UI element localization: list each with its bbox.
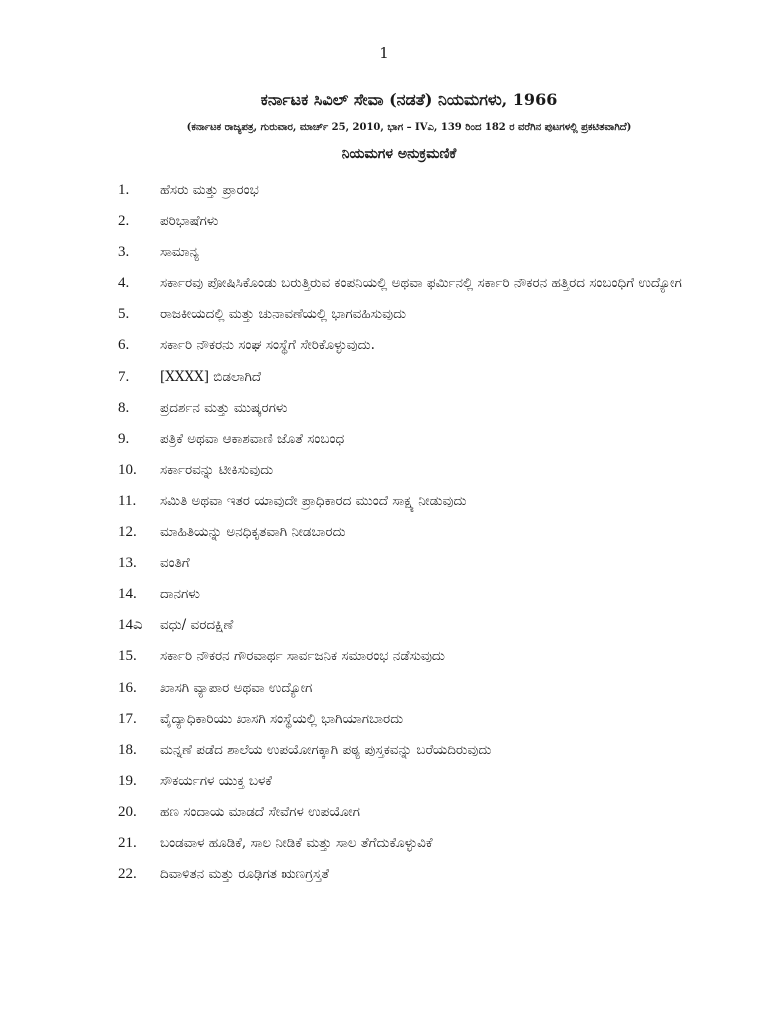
item-number: 14ಎ	[118, 617, 143, 634]
item-number: 9.	[118, 430, 130, 447]
list-item	[118, 237, 718, 268]
item-text: ಹಣ ಸಂದಾಯ ಮಾಡದೆ ಸೇವೆಗಳ ಉಪಯೋಗ	[160, 803, 360, 820]
item-text: ಪತ್ರಿಕೆ ಅಥವಾ ಆಕಾಶವಾಣಿ ಜೊತೆ ಸಂಬಂಧ	[160, 430, 345, 447]
item-number: 21.	[118, 834, 137, 851]
item-number: 17.	[118, 710, 137, 727]
list-item	[118, 268, 718, 299]
item-number: 6.	[118, 337, 130, 354]
item-text: ಸಮಿತಿ ಅಥವಾ ಇತರ ಯಾವುದೇ ಪ್ರಾಧಿಕಾರದ ಮುಂದೆ ಸಾಕ್ಷ್ಯ ನೀಡುವುದು	[160, 492, 467, 509]
item-number: 13.	[118, 555, 137, 572]
list-item	[118, 704, 718, 735]
item-text: ಹೆಸರು ಮತ್ತು ಪ್ರಾರಂಭ	[160, 182, 259, 198]
item-text: ಪರಿಭಾಷೆಗಳು	[160, 213, 219, 230]
item-number: 10.	[118, 461, 137, 478]
item-text: ಸರ್ಕಾರವು ಪೋಷಿಸಿಕೊಂಡು ಬರುತ್ತಿರುವ ಕಂಪನಿಯಲ್ಲಿ ಅಥವಾ ಫರ್ಮಿನಲ್ಲಿ ಸರ್ಕಾರಿ ನೌಕರನ ಹತ್ತಿರದ ಸಂಬಂಧಿಗೆ ಉದ್ಯೋಗ	[160, 275, 682, 292]
item-number: 14.	[118, 586, 137, 603]
item-number: 5.	[118, 306, 130, 323]
item-number: 15.	[118, 648, 137, 665]
list-item	[118, 362, 718, 393]
item-text: ವೈದ್ಯಾಧಿಕಾರಿಯು ಖಾಸಗಿ ಸಂಸ್ಥೆಯಲ್ಲಿ ಭಾಗಿಯಾಗಬಾರದು	[160, 710, 404, 727]
item-text: ಖಾಸಗಿ ವ್ಯಾಪಾರ ಅಥವಾ ಉದ್ಯೋಗ	[160, 679, 313, 696]
item-number: 20.	[118, 803, 137, 820]
list-item	[118, 579, 718, 610]
list-item	[118, 766, 718, 797]
item-number: 1.	[118, 182, 130, 198]
rules-index-list	[118, 175, 718, 890]
list-item	[118, 455, 718, 486]
list-item	[118, 517, 718, 548]
item-text: ಸರ್ಕಾರಿ ನೌಕರನು ಸಂಘ ಸಂಸ್ಥೆಗೆ ಸೇರಿಕೊಳ್ಳುವುದು.	[160, 337, 375, 354]
item-text: ವಧು/ ವರದಕ್ಷಿಣೆ	[160, 617, 234, 634]
list-item	[118, 393, 718, 424]
item-number: 3.	[118, 244, 130, 261]
item-text: ಸೌಕರ್ಯಗಳ ಯುಕ್ತ ಬಳಕೆ	[160, 772, 272, 789]
item-number: 7.	[118, 368, 130, 385]
list-item	[118, 859, 718, 890]
list-item	[118, 424, 718, 455]
item-number: 12.	[118, 524, 137, 541]
list-item	[118, 797, 718, 828]
page-number: 1	[379, 44, 389, 62]
item-text: ಮಾಹಿತಿಯನ್ನು ಅನಧಿಕೃತವಾಗಿ ನೀಡಬಾರದು	[160, 524, 346, 541]
item-number: 18.	[118, 741, 137, 758]
item-text: ಬಂಡವಾಳ ಹೂಡಿಕೆ, ಸಾಲ ನೀಡಿಕೆ ಮತ್ತು ಸಾಲ ತೆಗೆದುಕೊಳ್ಳುವಿಕೆ	[160, 834, 433, 851]
item-number: 19.	[118, 772, 137, 789]
item-text: [XXXX] ಬಿಡಲಾಗಿದೆ	[160, 368, 262, 385]
list-item	[118, 548, 718, 579]
item-text: ಸರ್ಕಾರವನ್ನು ಟೀಕಿಸುವುದು	[160, 461, 274, 478]
list-item	[118, 206, 718, 237]
list-item	[118, 673, 718, 704]
item-number: 4.	[118, 275, 130, 292]
item-text: ಸರ್ಕಾರಿ ನೌಕರನ ಗೌರವಾರ್ಥ ಸಾರ್ವಜನಿಕ ಸಮಾರಂಭ ನಡೆಸುವುದು	[160, 648, 445, 665]
item-number: 22.	[118, 866, 137, 883]
item-number: 16.	[118, 679, 137, 696]
item-number: 2.	[118, 213, 130, 230]
index-heading: ನಿಯಮಗಳ ಅನುಕ್ರಮಣಿಕೆ	[341, 146, 457, 162]
list-item	[118, 735, 718, 766]
document-title: ಕರ್ನಾಟಕ ಸಿವಿಲ್ ಸೇವಾ (ನಡತೆ) ನಿಯಮಗಳು, 1966	[260, 90, 558, 109]
item-number: 11.	[118, 492, 137, 509]
item-text: ಪ್ರದರ್ಶನ ಮತ್ತು ಮುಷ್ಕರಗಳು	[160, 399, 288, 416]
item-text: ರಾಜಕೀಯದಲ್ಲಿ ಮತ್ತು ಚುನಾವಣೆಯಲ್ಲಿ ಭಾಗವಹಿಸುವುದು	[160, 306, 407, 323]
list-item	[118, 330, 718, 361]
document-subtitle: (ಕರ್ನಾಟಕ ರಾಜ್ಯಪತ್ರ, ಗುರುವಾರ, ಮಾರ್ಚ್ 25, 2010, ಭಾಗ – IVಎ, 139 ರಿಂದ 182 ರ ವರೆಗಿನ ಪುಟಗಳಲ್ಲಿ ಪ್ರಕಟಿತವಾಗಿದೆ)	[186, 122, 632, 133]
item-text: ದಾನಗಳು	[160, 586, 200, 603]
list-item	[118, 610, 718, 641]
list-item	[118, 641, 718, 672]
list-item	[118, 175, 718, 206]
list-item	[118, 828, 718, 859]
list-item	[118, 486, 718, 517]
item-number: 8.	[118, 399, 130, 416]
item-text: ದಿವಾಳಿತನ ಮತ್ತು ರೂಢಿಗತ ಋಣಗ್ರಸ್ತತೆ	[160, 866, 330, 883]
item-text: ಮನ್ನಣೆ ಪಡೆದ ಶಾಲೆಯ ಉಪಯೋಗಕ್ಕಾಗಿ ಪಠ್ಯ ಪುಸ್ತಕವನ್ನು ಬರೆಯದಿರುವುದು	[160, 741, 492, 758]
item-text: ಸಾಮಾನ್ಯ	[160, 244, 199, 261]
item-text: ವಂತಿಗೆ	[160, 555, 190, 572]
list-item	[118, 299, 718, 330]
